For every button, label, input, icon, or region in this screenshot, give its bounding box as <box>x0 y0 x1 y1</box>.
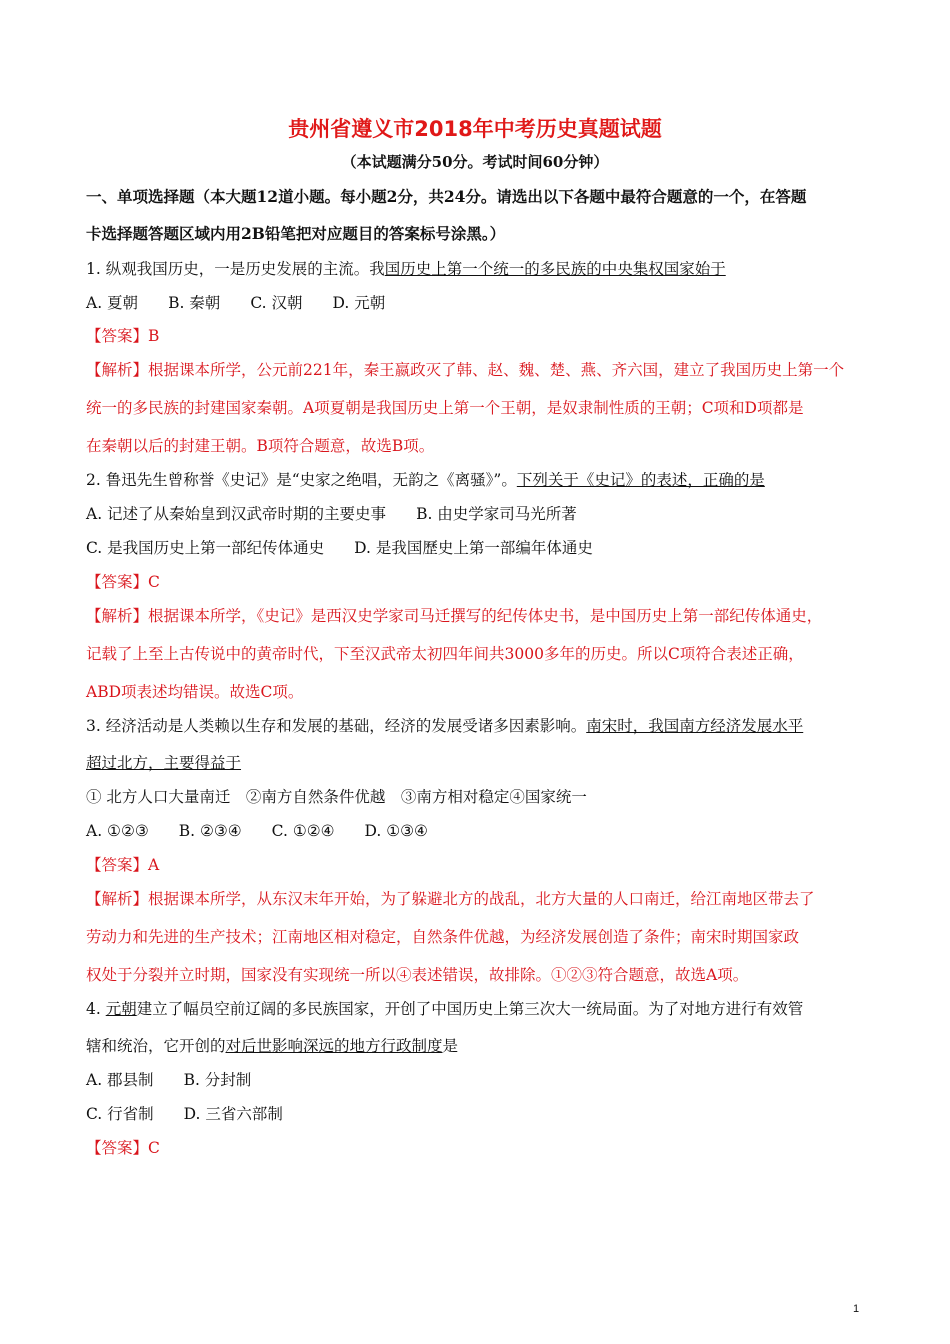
question-3-stem-line2: 超过北方，主要得益于 <box>86 754 242 772</box>
q2-option-a: A. 记述了从秦始皇到汉武帝时期的主要史事 <box>86 505 387 523</box>
q2-option-d: D. 是我国歷史上第一部编年体通史 <box>354 539 593 557</box>
question-2-options-row2 <box>86 538 876 558</box>
q4-option-d: D. 三省六部制 <box>183 1105 283 1123</box>
q1-answer: 【答案】B <box>86 327 160 345</box>
question-4-options-row2 <box>86 1104 876 1124</box>
question-4-number: 4. <box>86 1000 106 1018</box>
question-2-options-row1 <box>86 504 876 524</box>
q1-analysis-tag: 【解析】 <box>86 361 149 379</box>
q3-option-d: D. ①③④ <box>364 822 428 840</box>
page-subtitle: （本试题满分50分。考试时间60分钟） <box>341 153 609 171</box>
question-4-stem-text: 建立了幅员空前辽阔的多民族国家，开创了中国历史上第三次大一统局面。为了对地方进行有效管 <box>136 1000 804 1018</box>
q4-answer: 【答案】C <box>86 1139 160 1157</box>
question-1-stem-text: 1. 纵观我国历史，一是历史发展的主流。我 <box>86 260 385 278</box>
question-4-stem-line2-underlined: 对后世影响深远的地方行政制度 <box>225 1037 443 1055</box>
q2-option-b: B. 由史学家司马光所著 <box>416 505 577 523</box>
question-3-options <box>86 821 876 841</box>
question-2-stem <box>86 470 876 490</box>
q3-option-b: B. ②③④ <box>178 822 242 840</box>
question-3-stem-underlined: 南宋时，我国南方经济发展水平 <box>586 717 804 735</box>
q1-option-d: D. 元朝 <box>332 294 386 312</box>
q2-analysis-text-1: 根据课本所学，《史记》是西汉史学家司马迁撰写的纪传体史书，是中国历史上第一部纪传体通史， <box>148 607 823 625</box>
question-4-stem-line2-text: 辖和统治，它开创的 <box>86 1037 226 1055</box>
q2-option-c: C. 是我国历史上第一部纪传体通史 <box>86 539 325 557</box>
question-4-options-row1 <box>86 1070 876 1090</box>
question-1-stem-underlined: 国历史上第一个统一的多民族的中央集权国家始于 <box>384 260 726 278</box>
question-3-stem-text: 3. 经济活动是人类赖以生存和发展的基础，经济的发展受诸多因素影响。 <box>86 717 587 735</box>
q2-analysis-tag: 【解析】 <box>86 607 149 625</box>
q2-analysis-line1 <box>86 606 876 626</box>
page-number: 1 <box>853 1303 860 1315</box>
q3-analysis-text-1: 根据课本所学，从东汉末年开始，为了躲避北方的战乱，北方大量的人口南迁，给江南地区带去了 <box>148 890 815 908</box>
question-4-stem-line2 <box>86 1036 876 1056</box>
question-2-stem-text: 2. 鲁迅先生曾称誉《史记》是“史家之绝唱，无韵之《离骚》”。 <box>86 471 517 489</box>
question-4-stem-underlined-a: 元朝 <box>105 1000 137 1018</box>
q2-answer: 【答案】C <box>86 573 160 591</box>
q4-option-c: C. 行省制 <box>86 1105 154 1123</box>
section-heading-line1: 一、单项选择题（本大题12道小题。每小题2分，共24分。请选出以下各题中最符合题意的一个，在答题 <box>86 187 807 206</box>
question-3-items: ① 北方人口大量南迁 ②南方自然条件优越 ③南方相对稳定④国家统一 <box>86 788 587 806</box>
section-heading-line2: 卡选择题答题区域内用2B铅笔把对应题目的答案标号涂黑。） <box>86 224 506 243</box>
q3-answer: 【答案】A <box>86 856 160 874</box>
q2-analysis-line3: ABD项表述均错误。故选C项。 <box>86 683 304 701</box>
question-4-stem-line2-end: 是 <box>442 1037 459 1055</box>
q1-option-b: B. 秦朝 <box>168 294 221 312</box>
q4-option-a: A. 郡县制 <box>86 1071 154 1089</box>
question-1-options <box>86 293 876 313</box>
question-1-stem <box>86 259 876 279</box>
q3-analysis-line1 <box>86 889 876 909</box>
page-title: 贵州省遵义市2018年中考历史真题试题 <box>288 117 662 141</box>
q3-option-c: C. ①②④ <box>271 822 335 840</box>
q4-option-b: B. 分封制 <box>183 1071 252 1089</box>
q3-analysis-line2: 劳动力和先进的生产技术；江南地区相对稳定，自然条件优越，为经济发展创造了条件；南宋时期国家政 <box>86 928 800 946</box>
question-3-stem <box>86 716 876 736</box>
q1-analysis-line3: 在秦朝以后的封建王朝。B项符合题意，故选B项。 <box>86 437 435 455</box>
q1-analysis-line1 <box>86 360 876 380</box>
q2-analysis-line2: 记载了上至上古传说中的黄帝时代，下至汉武帝太初四年间共3000多年的历史。所以C项符合表述正确， <box>86 645 804 663</box>
q3-analysis-line3: 权处于分裂并立时期，国家没有实现统一所以④表述错误，故排除。①②③符合题意，故选A项。 <box>86 966 749 984</box>
q1-analysis-line2: 统一的多民族的封建国家秦朝。A项夏朝是我国历史上第一个王朝，是奴隶制性质的王朝；C项和D项都是 <box>86 399 804 417</box>
question-2-stem-underlined: 下列关于《史记》的表述，正确的是 <box>516 471 765 489</box>
q1-analysis-text-1: 根据课本所学，公元前221年，秦王嬴政灭了韩、赵、魏、楚、燕、齐六国，建立了我国历史上第一个 <box>148 361 845 379</box>
q1-option-a: A. 夏朝 <box>86 294 139 312</box>
q3-option-a: A. ①②③ <box>86 822 149 840</box>
q1-option-c: C. 汉朝 <box>250 294 303 312</box>
q3-analysis-tag: 【解析】 <box>86 890 149 908</box>
question-4-stem <box>86 999 876 1019</box>
